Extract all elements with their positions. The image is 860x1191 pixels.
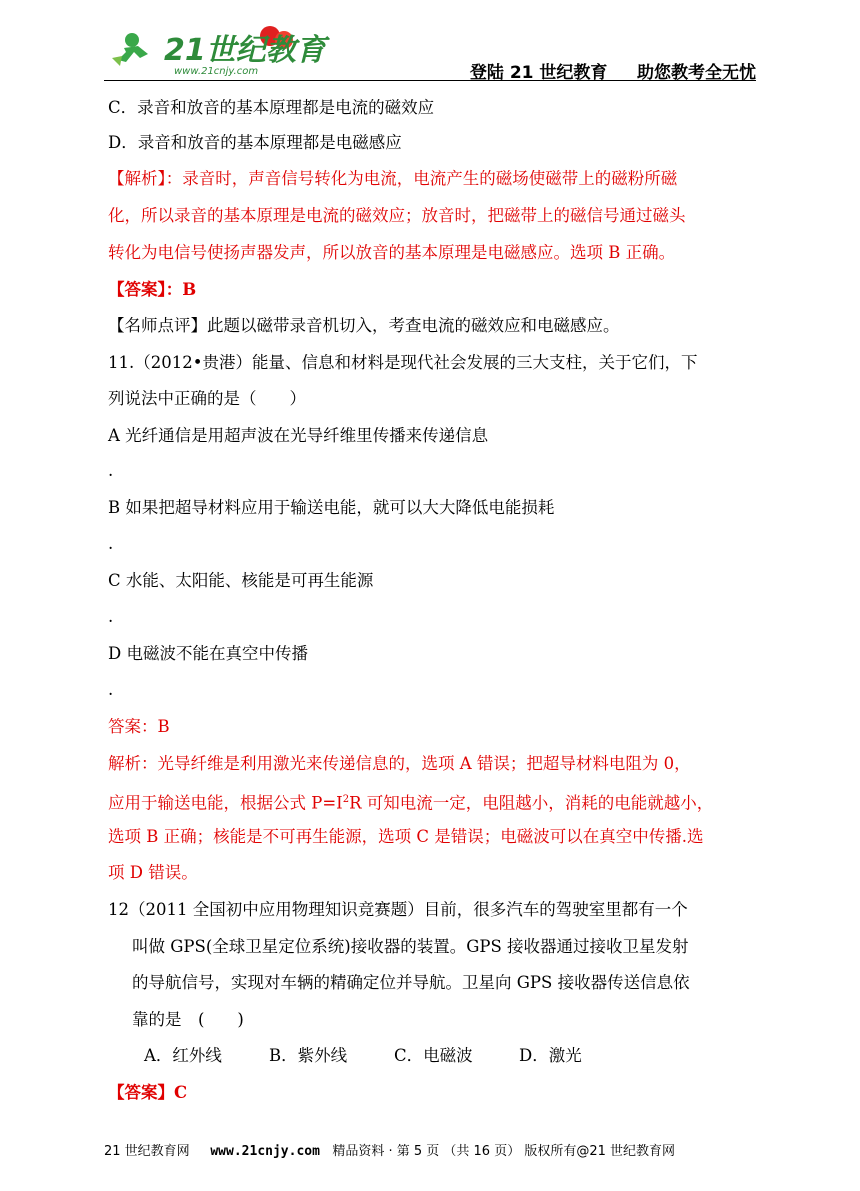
page-header <box>104 18 756 83</box>
q12-choices <box>144 1045 582 1067</box>
option-d: D．录音和放音的基本原理都是电磁感应 <box>108 133 402 152</box>
logo-runner-leg <box>112 56 122 66</box>
logo-runner-head <box>125 33 139 47</box>
q12-choice-d: D．激光 <box>519 1046 582 1065</box>
q11-option-a: A 光纤通信是用超声波在光导纤维里传播来传递信息 <box>108 426 489 445</box>
header-slogan: 登陆 21 世纪教育 助您教考全无忧 <box>469 63 756 83</box>
logo-url: www.21cnjy.com <box>174 66 259 77</box>
q11-option-b: B 如果把超导材料应用于输送电能，就可以大大降低电能损耗 <box>108 498 555 517</box>
separator-dot: . <box>108 680 114 699</box>
formula-text-b: R 可知电流一定，电阻越小，消耗的电能就越小， <box>349 793 714 813</box>
footer-site: 21 世纪教育网 <box>104 1144 190 1159</box>
q12-choice-b: B．紫外线 <box>269 1046 348 1065</box>
question-11-line-2: 列说法中正确的是（ ） <box>108 389 306 408</box>
q12-answer: 【答案】C <box>108 1083 188 1102</box>
q11-answer: 答案：B <box>108 717 170 736</box>
q11-analysis-line-2 <box>108 789 713 815</box>
logo-runner-body <box>118 46 148 62</box>
question-12-line-4: 靠的是 ( ) <box>132 1010 244 1029</box>
21cnjy-logo <box>104 18 326 78</box>
q11-analysis-line-4: 项 D 错误。 <box>108 863 198 882</box>
logo-text: 21世纪教育 <box>164 33 326 68</box>
q12-choice-c: C．电磁波 <box>394 1046 473 1065</box>
formula-superscript: 2 <box>342 794 350 805</box>
question-12-line-3: 的导航信号，实现对车辆的精确定位并导航。卫星向 GPS 接收器传送信息依 <box>132 973 690 992</box>
formula-text-a: 应用于输送电能，根据公式 P=I <box>108 793 343 813</box>
analysis-line-2: 化，所以录音的基本原理是电流的磁效应；放音时，把磁带上的磁信号通过磁头 <box>108 206 686 225</box>
question-11-line-1: 11.（2012•贵港）能量、信息和材料是现代社会发展的三大支柱，关于它们，下 <box>108 353 698 372</box>
q11-analysis-line-1: 解析：光导纤维是利用激光来传递信息的，选项 A 错误；把超导材料电阻为 0， <box>108 754 691 773</box>
q11-option-d: D 电磁波不能在真空中传播 <box>108 644 308 663</box>
teacher-comment: 【名师点评】此题以磁带录音机切入，考查电流的磁效应和电磁感应。 <box>108 316 620 335</box>
q11-analysis-line-3: 选项 B 正确；核能是不可再生能源，选项 C 是错误；电磁波可以在真空中传播.选 <box>108 827 704 846</box>
question-12-line-1: 12（2011 全国初中应用物理知识竞赛题）目前，很多汽车的驾驶室里都有一个 <box>108 900 688 919</box>
page-footer <box>104 1140 756 1159</box>
separator-dot: . <box>108 461 114 480</box>
q12-choice-a: A．红外线 <box>144 1046 222 1065</box>
answer-line: 【答案】：B <box>108 280 197 299</box>
option-c: C．录音和放音的基本原理都是电流的磁效应 <box>108 98 435 117</box>
footer-info: 精品资料 · 第 5 页 （共 16 页） 版权所有@21 世纪教育网 <box>332 1144 676 1159</box>
separator-dot: . <box>108 534 114 553</box>
header-rule <box>104 80 756 81</box>
separator-dot: . <box>108 607 114 626</box>
q11-option-c: C 水能、太阳能、核能是可再生能源 <box>108 571 374 590</box>
analysis-line-3: 转化为电信号使扬声器发声，所以放音的基本原理是电磁感应。选项 B 正确。 <box>108 243 676 262</box>
analysis-line-1: 【解析】：录音时，声音信号转化为电流，电流产生的磁场使磁带上的磁粉所磁 <box>108 169 678 188</box>
question-12-line-2: 叫做 GPS(全球卫星定位系统)接收器的装置。GPS 接收器通过接收卫星发射 <box>132 937 689 956</box>
footer-url: www.21cnjy.com <box>210 1144 320 1159</box>
